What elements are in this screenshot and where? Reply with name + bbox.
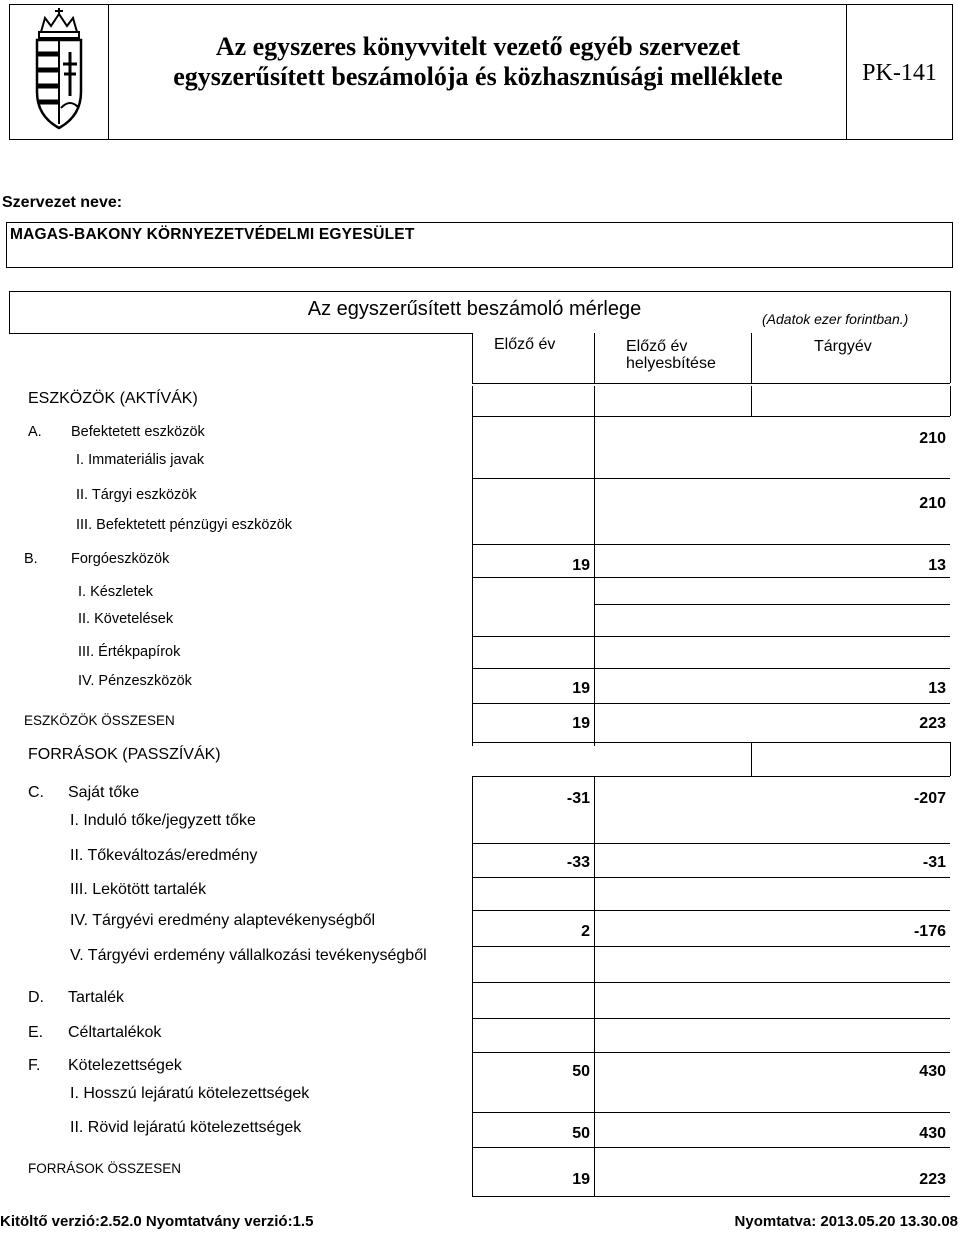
liabilities-total-prev: 19 [572, 1171, 590, 1188]
assets-total-current: 223 [919, 715, 946, 732]
liabilities-total-label: FORRÁSOK ÖSSZESEN [28, 1161, 182, 1176]
row-c5-label: V. Tárgyévi erdemény vállalkozási tevékenységből [70, 947, 427, 964]
row-a-current: 210 [919, 430, 946, 447]
row-a-letter: A. [28, 424, 42, 440]
row-c2-current: -31 [922, 854, 946, 871]
row-a3-label: III. Befektetett pénzügyi eszközök [76, 517, 293, 533]
row-a2-current: 210 [919, 495, 946, 512]
form-title-line-1: Az egyszeres könyvvitelt vezető egyéb szervezet [215, 32, 741, 61]
unit-note: (Adatok ezer forintban.) [762, 311, 909, 327]
assets-total-label: ESZKÖZÖK ÖSSZESEN [24, 713, 175, 728]
row-b-letter: B. [24, 551, 38, 567]
row-c2-label: II. Tőkeváltozás/eredmény [70, 847, 258, 864]
row-b2-label: II. Követelések [78, 611, 174, 627]
table-title-divider [9, 333, 472, 334]
row-c4-prev: 2 [581, 923, 590, 940]
row-f2-current: 430 [919, 1125, 946, 1142]
row-e-letter: E. [28, 1024, 44, 1041]
balance-sheet-title: Az egyszerűsített beszámoló mérlege [307, 298, 642, 320]
form-title [112, 32, 844, 92]
row-f-current: 430 [919, 1063, 946, 1080]
row-a-label: Befektetett eszközök [71, 424, 205, 440]
coat-of-arms-cell [9, 4, 109, 140]
footer-versions: Kitöltő verzió:2.52.0 Nyomtatvány verzió:1.5 [0, 1213, 314, 1230]
row-e-label: Céltartalékok [68, 1024, 162, 1041]
row-b4-current: 13 [928, 680, 946, 697]
row-f2-label: II. Rövid lejáratú kötelezettségek [70, 1119, 302, 1136]
organization-name: MAGAS-BAKONY KÖRNYEZETVÉDELMI EGYESÜLET [10, 226, 415, 243]
row-f-prev: 50 [572, 1063, 590, 1080]
coat-of-arms-icon [9, 4, 109, 140]
row-c-letter: C. [28, 784, 44, 801]
row-b4-label: IV. Pénzeszközök [78, 673, 192, 689]
row-f-letter: F. [28, 1057, 41, 1074]
organization-label: Szervezet neve: [2, 194, 123, 211]
row-b-current: 13 [928, 557, 946, 574]
column-header-revaluation: Előző év helyesbítése [626, 338, 716, 372]
row-b-prev: 19 [572, 557, 590, 574]
row-c-prev: -31 [566, 790, 590, 807]
liabilities-total-current: 223 [919, 1171, 946, 1188]
row-c1-label: I. Induló tőke/jegyzett tőke [70, 812, 256, 829]
row-f2-prev: 50 [572, 1125, 590, 1142]
row-c4-label: IV. Tárgyévi eredmény alaptevékenységből [70, 912, 376, 929]
row-d-label: Tartalék [68, 989, 125, 1006]
row-b-label: Forgóeszközök [71, 551, 170, 567]
row-c-label: Saját tőke [68, 784, 140, 801]
row-a2-label: II. Tárgyi eszközök [76, 487, 197, 503]
row-f1-label: I. Hosszú lejáratú kötelezettségek [70, 1085, 310, 1102]
row-d-letter: D. [28, 989, 44, 1006]
row-c4-current: -176 [913, 923, 946, 940]
row-c-current: -207 [913, 790, 946, 807]
assets-total-prev: 19 [572, 715, 590, 732]
row-b4-prev: 19 [572, 680, 590, 697]
assets-section-header: ESZKÖZÖK (AKTÍVÁK) [28, 390, 198, 407]
row-c2-prev: -33 [566, 854, 590, 871]
form-title-line-2: egyszerűsített beszámolója és közhasznúsági melléklete [173, 62, 783, 91]
liabilities-section-header: FORRÁSOK (PASSZÍVÁK) [28, 746, 221, 763]
table-top-border [9, 291, 950, 292]
form-code: PK-141 [862, 60, 937, 86]
row-b1-label: I. Készletek [78, 584, 153, 600]
column-header-current-year: Tárgyév [814, 338, 872, 355]
row-a1-label: I. Immateriális javak [76, 452, 205, 468]
row-b3-label: III. Értékpapírok [78, 644, 181, 660]
footer-printed: Nyomtatva: 2013.05.20 13.30.08 [734, 1213, 958, 1230]
column-header-previous-year: Előző év [494, 336, 556, 353]
row-f-label: Kötelezettségek [68, 1057, 182, 1074]
row-c3-label: III. Lekötött tartalék [70, 881, 207, 898]
